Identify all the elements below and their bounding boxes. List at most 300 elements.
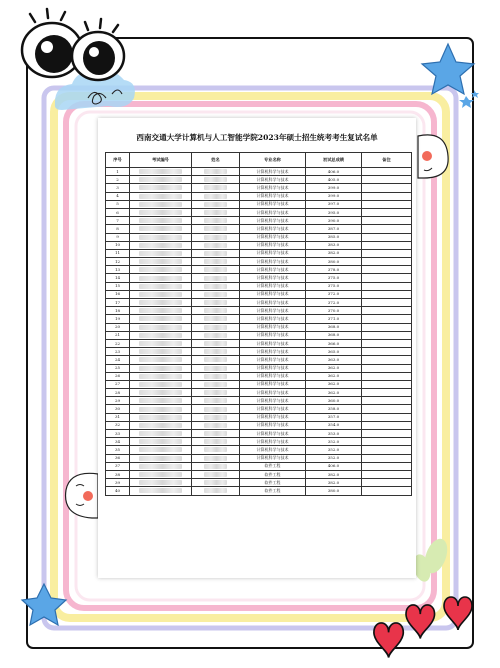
exam-id-cell — [130, 323, 192, 331]
redacted-blur — [139, 292, 182, 297]
redacted-blur — [139, 177, 182, 182]
redacted-blur — [204, 177, 227, 182]
redacted-blur — [139, 480, 182, 485]
redacted-blur — [204, 235, 227, 240]
name-cell — [192, 348, 240, 356]
remark-cell — [362, 299, 412, 307]
redacted-blur — [204, 267, 227, 272]
exam-id-cell — [130, 339, 192, 347]
table-row — [106, 470, 412, 478]
row-number-cell: 2 — [106, 176, 130, 184]
name-cell — [192, 421, 240, 429]
table-row — [106, 421, 412, 429]
exam-id-cell — [130, 380, 192, 388]
table-row — [106, 217, 412, 225]
table-row — [106, 438, 412, 446]
score-cell: 406.0 — [306, 168, 362, 176]
score-cell: 380.0 — [306, 487, 362, 495]
redacted-blur — [204, 366, 227, 371]
redacted-blur — [204, 202, 227, 207]
table-body — [106, 168, 412, 496]
exam-id-cell — [130, 348, 192, 356]
table-row — [106, 372, 412, 380]
remark-cell — [362, 430, 412, 438]
redacted-blur — [139, 267, 182, 272]
major-cell: 计算机科学与技术 — [240, 380, 306, 388]
table-row — [106, 192, 412, 200]
exam-id-cell — [130, 299, 192, 307]
row-number-cell: 33 — [106, 430, 130, 438]
table-row — [106, 176, 412, 184]
row-number-cell: 17 — [106, 299, 130, 307]
name-cell — [192, 487, 240, 495]
major-cell: 计算机科学与技术 — [240, 323, 306, 331]
redacted-blur — [139, 366, 182, 371]
redacted-blur — [139, 472, 182, 477]
row-number-cell: 21 — [106, 331, 130, 339]
redacted-blur — [204, 480, 227, 485]
major-cell: 计算机科学与技术 — [240, 282, 306, 290]
redacted-blur — [204, 447, 227, 452]
name-cell — [192, 405, 240, 413]
remark-cell — [362, 479, 412, 487]
table-row — [106, 241, 412, 249]
redacted-blur — [139, 439, 182, 444]
redacted-blur — [204, 382, 227, 387]
remark-cell — [362, 470, 412, 478]
row-number-cell: 28 — [106, 389, 130, 397]
row-number-cell: 11 — [106, 249, 130, 257]
row-number-cell: 14 — [106, 274, 130, 282]
exam-id-cell — [130, 470, 192, 478]
exam-id-cell — [130, 462, 192, 470]
name-cell — [192, 339, 240, 347]
major-cell: 软件工程 — [240, 470, 306, 478]
redacted-blur — [139, 415, 182, 420]
row-number-cell: 22 — [106, 339, 130, 347]
table-row — [106, 479, 412, 487]
table-row — [106, 249, 412, 257]
exam-id-cell — [130, 192, 192, 200]
score-cell: 362.0 — [306, 364, 362, 372]
column-header: 考试编号 — [130, 153, 192, 168]
remark-cell — [362, 249, 412, 257]
exam-id-cell — [130, 487, 192, 495]
name-cell — [192, 331, 240, 339]
row-number-cell: 23 — [106, 348, 130, 356]
major-cell: 计算机科学与技术 — [240, 389, 306, 397]
score-cell: 370.0 — [306, 307, 362, 315]
score-cell: 366.0 — [306, 339, 362, 347]
name-cell — [192, 356, 240, 364]
row-number-cell: 19 — [106, 315, 130, 323]
table-row — [106, 315, 412, 323]
name-cell — [192, 462, 240, 470]
table-row — [106, 380, 412, 388]
name-cell — [192, 446, 240, 454]
name-cell — [192, 389, 240, 397]
row-number-cell: 30 — [106, 405, 130, 413]
remark-cell — [362, 225, 412, 233]
redacted-blur — [139, 349, 182, 354]
table-row — [106, 274, 412, 282]
row-number-cell: 27 — [106, 380, 130, 388]
name-cell — [192, 479, 240, 487]
row-number-cell: 34 — [106, 438, 130, 446]
remark-cell — [362, 462, 412, 470]
redacted-blur — [139, 456, 182, 461]
redacted-blur — [204, 456, 227, 461]
table-row — [106, 168, 412, 176]
redacted-blur — [139, 390, 182, 395]
exam-id-cell — [130, 266, 192, 274]
row-number-cell: 12 — [106, 258, 130, 266]
major-cell: 计算机科学与技术 — [240, 372, 306, 380]
document-title: 西南交通大学计算机与人工智能学院2023年硕士招生统考考生复试名单 — [136, 133, 378, 142]
remark-cell — [362, 438, 412, 446]
redacted-blur — [204, 292, 227, 297]
major-cell: 计算机科学与技术 — [240, 397, 306, 405]
admission-list-table — [105, 152, 412, 496]
redacted-blur — [139, 243, 182, 248]
score-cell: 368.0 — [306, 331, 362, 339]
exam-id-cell — [130, 446, 192, 454]
score-cell: 362.0 — [306, 372, 362, 380]
score-cell: 357.0 — [306, 413, 362, 421]
redacted-blur — [204, 439, 227, 444]
remark-cell — [362, 258, 412, 266]
redacted-blur — [204, 316, 227, 321]
exam-id-cell — [130, 208, 192, 216]
redacted-blur — [139, 235, 182, 240]
exam-id-cell — [130, 274, 192, 282]
exam-id-cell — [130, 290, 192, 298]
exam-id-cell — [130, 389, 192, 397]
row-number-cell: 15 — [106, 282, 130, 290]
row-number-cell: 4 — [106, 192, 130, 200]
score-cell: 363.0 — [306, 356, 362, 364]
score-cell: 390.0 — [306, 217, 362, 225]
redacted-blur — [204, 464, 227, 469]
major-cell: 计算机科学与技术 — [240, 192, 306, 200]
redacted-blur — [204, 169, 227, 174]
row-number-cell: 32 — [106, 421, 130, 429]
row-number-cell: 5 — [106, 200, 130, 208]
exam-id-cell — [130, 438, 192, 446]
major-cell: 计算机科学与技术 — [240, 184, 306, 192]
column-header: 姓名 — [192, 153, 240, 168]
redacted-blur — [204, 423, 227, 428]
table-row — [106, 184, 412, 192]
score-cell: 362.0 — [306, 389, 362, 397]
exam-id-cell — [130, 258, 192, 266]
major-cell: 计算机科学与技术 — [240, 200, 306, 208]
score-cell: 360.0 — [306, 397, 362, 405]
score-cell: 368.0 — [306, 323, 362, 331]
remark-cell — [362, 348, 412, 356]
redacted-blur — [139, 341, 182, 346]
redacted-blur — [204, 218, 227, 223]
column-header: 序号 — [106, 153, 130, 168]
remark-cell — [362, 217, 412, 225]
row-number-cell: 18 — [106, 307, 130, 315]
name-cell — [192, 430, 240, 438]
exam-id-cell — [130, 184, 192, 192]
major-cell: 计算机科学与技术 — [240, 315, 306, 323]
row-number-cell: 29 — [106, 397, 130, 405]
remark-cell — [362, 233, 412, 241]
row-number-cell: 6 — [106, 208, 130, 216]
redacted-blur — [204, 390, 227, 395]
row-number-cell: 26 — [106, 372, 130, 380]
redacted-blur — [204, 194, 227, 199]
redacted-blur — [204, 431, 227, 436]
redacted-blur — [139, 488, 182, 493]
column-header: 初试总成绩 — [306, 153, 362, 168]
redacted-blur — [139, 218, 182, 223]
redacted-blur — [204, 398, 227, 403]
table-row — [106, 339, 412, 347]
redacted-blur — [204, 472, 227, 477]
table-row — [106, 446, 412, 454]
major-cell: 计算机科学与技术 — [240, 430, 306, 438]
major-cell: 计算机科学与技术 — [240, 290, 306, 298]
exam-id-cell — [130, 249, 192, 257]
row-number-cell: 3 — [106, 184, 130, 192]
score-cell: 399.0 — [306, 184, 362, 192]
redacted-blur — [139, 398, 182, 403]
exam-id-cell — [130, 405, 192, 413]
table-row — [106, 462, 412, 470]
name-cell — [192, 168, 240, 176]
name-cell — [192, 380, 240, 388]
redacted-blur — [139, 276, 182, 281]
table-row — [106, 356, 412, 364]
row-number-cell: 25 — [106, 364, 130, 372]
score-cell: 353.0 — [306, 430, 362, 438]
table-row — [106, 487, 412, 495]
major-cell: 计算机科学与技术 — [240, 266, 306, 274]
table-row — [106, 405, 412, 413]
table-row — [106, 200, 412, 208]
row-number-cell: 9 — [106, 233, 130, 241]
remark-cell — [362, 364, 412, 372]
name-cell — [192, 413, 240, 421]
table-row — [106, 454, 412, 462]
remark-cell — [362, 405, 412, 413]
redacted-blur — [139, 226, 182, 231]
row-number-cell: 39 — [106, 479, 130, 487]
row-number-cell: 38 — [106, 470, 130, 478]
remark-cell — [362, 290, 412, 298]
redacted-blur — [204, 488, 227, 493]
redacted-blur — [139, 194, 182, 199]
score-cell: 354.0 — [306, 421, 362, 429]
name-cell — [192, 323, 240, 331]
redacted-blur — [139, 210, 182, 215]
redacted-blur — [204, 308, 227, 313]
score-cell: 375.0 — [306, 282, 362, 290]
exam-id-cell — [130, 331, 192, 339]
remark-cell — [362, 413, 412, 421]
score-cell: 395.0 — [306, 208, 362, 216]
redacted-blur — [139, 169, 182, 174]
row-number-cell: 1 — [106, 168, 130, 176]
major-cell: 计算机科学与技术 — [240, 331, 306, 339]
name-cell — [192, 274, 240, 282]
row-number-cell: 35 — [106, 446, 130, 454]
major-cell: 计算机科学与技术 — [240, 249, 306, 257]
row-number-cell: 24 — [106, 356, 130, 364]
exam-id-cell — [130, 397, 192, 405]
major-cell: 计算机科学与技术 — [240, 446, 306, 454]
exam-id-cell — [130, 282, 192, 290]
column-header: 备注 — [362, 153, 412, 168]
table-row — [106, 266, 412, 274]
score-cell: 365.0 — [306, 348, 362, 356]
name-cell — [192, 397, 240, 405]
table-row — [106, 397, 412, 405]
score-cell: 371.0 — [306, 315, 362, 323]
score-cell: 378.0 — [306, 266, 362, 274]
redacted-blur — [204, 325, 227, 330]
row-number-cell: 10 — [106, 241, 130, 249]
name-cell — [192, 208, 240, 216]
remark-cell — [362, 380, 412, 388]
name-cell — [192, 364, 240, 372]
table-row — [106, 282, 412, 290]
major-cell: 计算机科学与技术 — [240, 241, 306, 249]
score-cell: 385.0 — [306, 233, 362, 241]
major-cell: 计算机科学与技术 — [240, 348, 306, 356]
redacted-blur — [204, 374, 227, 379]
major-cell: 计算机科学与技术 — [240, 438, 306, 446]
major-cell: 计算机科学与技术 — [240, 356, 306, 364]
remark-cell — [362, 421, 412, 429]
major-cell: 软件工程 — [240, 479, 306, 487]
name-cell — [192, 176, 240, 184]
table-header-row — [106, 153, 412, 168]
name-cell — [192, 438, 240, 446]
major-cell: 计算机科学与技术 — [240, 217, 306, 225]
name-cell — [192, 184, 240, 192]
name-cell — [192, 258, 240, 266]
major-cell: 计算机科学与技术 — [240, 168, 306, 176]
remark-cell — [362, 323, 412, 331]
major-cell: 计算机科学与技术 — [240, 413, 306, 421]
exam-id-cell — [130, 168, 192, 176]
redacted-blur — [204, 407, 227, 412]
major-cell: 软件工程 — [240, 462, 306, 470]
redacted-blur — [139, 308, 182, 313]
exam-id-cell — [130, 372, 192, 380]
exam-id-cell — [130, 200, 192, 208]
exam-id-cell — [130, 421, 192, 429]
score-cell: 372.0 — [306, 290, 362, 298]
score-cell: 382.0 — [306, 479, 362, 487]
remark-cell — [362, 241, 412, 249]
redacted-blur — [204, 210, 227, 215]
score-cell: 406.0 — [306, 462, 362, 470]
redacted-blur — [204, 349, 227, 354]
name-cell — [192, 225, 240, 233]
row-number-cell: 36 — [106, 454, 130, 462]
redacted-blur — [139, 259, 182, 264]
exam-id-cell — [130, 233, 192, 241]
remark-cell — [362, 372, 412, 380]
table-row — [106, 299, 412, 307]
remark-cell — [362, 274, 412, 282]
row-number-cell: 13 — [106, 266, 130, 274]
exam-id-cell — [130, 364, 192, 372]
remark-cell — [362, 315, 412, 323]
remark-cell — [362, 356, 412, 364]
redacted-blur — [139, 374, 182, 379]
redacted-blur — [204, 259, 227, 264]
major-cell: 计算机科学与技术 — [240, 233, 306, 241]
remark-cell — [362, 266, 412, 274]
exam-id-cell — [130, 315, 192, 323]
table-row — [106, 413, 412, 421]
exam-id-cell — [130, 454, 192, 462]
exam-id-cell — [130, 307, 192, 315]
table-row — [106, 258, 412, 266]
exam-id-cell — [130, 217, 192, 225]
name-cell — [192, 249, 240, 257]
major-cell: 计算机科学与技术 — [240, 258, 306, 266]
exam-id-cell — [130, 413, 192, 421]
major-cell: 软件工程 — [240, 487, 306, 495]
remark-cell — [362, 389, 412, 397]
name-cell — [192, 266, 240, 274]
name-cell — [192, 217, 240, 225]
exam-id-cell — [130, 430, 192, 438]
cartoon-eyes-icon — [22, 9, 124, 80]
remark-cell — [362, 168, 412, 176]
score-cell: 352.0 — [306, 438, 362, 446]
redacted-blur — [204, 415, 227, 420]
score-cell: 383.0 — [306, 241, 362, 249]
redacted-blur — [139, 357, 182, 362]
remark-cell — [362, 339, 412, 347]
table-row — [106, 307, 412, 315]
redacted-blur — [204, 300, 227, 305]
redacted-blur — [204, 341, 227, 346]
major-cell: 计算机科学与技术 — [240, 299, 306, 307]
blush-face-icon — [418, 135, 448, 178]
row-number-cell: 8 — [106, 225, 130, 233]
name-cell — [192, 372, 240, 380]
table-row — [106, 290, 412, 298]
table-row — [106, 331, 412, 339]
name-cell — [192, 315, 240, 323]
major-cell: 计算机科学与技术 — [240, 364, 306, 372]
table-row — [106, 348, 412, 356]
major-cell: 计算机科学与技术 — [240, 208, 306, 216]
row-number-cell: 20 — [106, 323, 130, 331]
name-cell — [192, 192, 240, 200]
redacted-blur — [139, 464, 182, 469]
remark-cell — [362, 331, 412, 339]
redacted-blur — [139, 382, 182, 387]
major-cell: 计算机科学与技术 — [240, 405, 306, 413]
remark-cell — [362, 192, 412, 200]
major-cell: 计算机科学与技术 — [240, 421, 306, 429]
row-number-cell: 37 — [106, 462, 130, 470]
remark-cell — [362, 176, 412, 184]
table-row — [106, 364, 412, 372]
score-cell: 352.0 — [306, 446, 362, 454]
